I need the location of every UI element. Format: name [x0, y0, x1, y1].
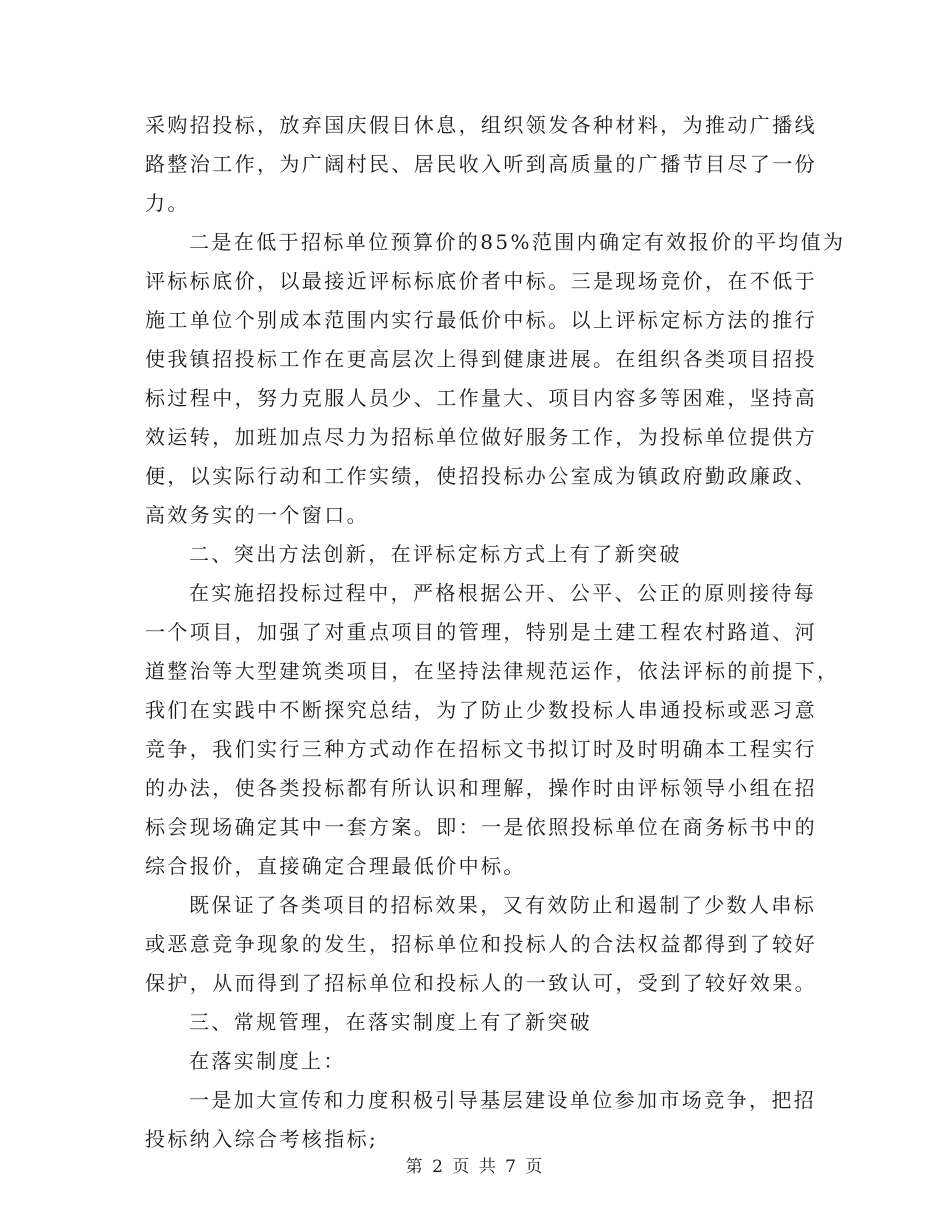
text-line: 保护，从而得到了招标单位和投标人的一致认可，受到了较好效果。 — [145, 971, 817, 995]
text-line: 一个项目，加强了对重点项目的管理，特别是土建工程农村路道、河 — [145, 620, 817, 644]
text-line: 标会现场确定其中一套方案。即：一是依照投标单位在商务标书中的 — [145, 815, 817, 839]
text-line: 路整治工作，为广阔村民、居民收入听到高质量的广播节目尽了一份 — [145, 152, 817, 176]
text-line: 一是加大宣传和力度积极引导基层建设单位参加市场竞争，把招 — [189, 1088, 817, 1112]
text-line: 使我镇招投标工作在更高层次上得到健康进展。在组织各类项目招投 — [145, 347, 817, 371]
text-line: 投标纳入综合考核指标; — [145, 1127, 379, 1151]
text-line: 采购招投标，放弃国庆假日休息，组织领发各种材料，为推动广播线 — [145, 113, 817, 137]
text-line: 评标标底价，以最接近评标标底价者中标。三是现场竞价，在不低于 — [145, 269, 817, 293]
document-body — [145, 106, 846, 1159]
text-line: 综合报价，直接确定合理最低价中标。 — [145, 854, 526, 878]
text-line: 二、突出方法创新，在评标定标方式上有了新突破 — [189, 542, 682, 566]
text-line: 既保证了各类项目的招标效果，又有效防止和遏制了少数人串标 — [189, 893, 817, 917]
text-line: 便，以实际行动和工作实绩，使招投标办公室成为镇政府勤政廉政、 — [145, 464, 817, 488]
text-line: 在落实制度上： — [189, 1049, 346, 1073]
text-line: 或恶意竞争现象的发生，招标单位和投标人的合法权益都得到了较好 — [145, 932, 817, 956]
text-line: 竞争，我们实行三种方式动作在招标文书拟订时及时明确本工程实行 — [145, 737, 817, 761]
page-footer: 第 2 页 共 7 页 — [405, 1157, 545, 1177]
text-line: 在实施招投标过程中，严格根据公开、公平、公正的原则接待每 — [189, 581, 817, 605]
text-line: 三、常规管理，在落实制度上有了新突破 — [189, 1010, 593, 1034]
text-line: 力。 — [145, 191, 190, 215]
text-line: 道整治等大型建筑类项目，在坚持法律规范运作，依法评标的前提下， — [145, 659, 840, 683]
text-line: 高效务实的一个窗口。 — [145, 503, 369, 527]
text-line: 效运转，加班加点尽力为招标单位做好服务工作，为投标单位提供方 — [145, 425, 817, 449]
text-line: 施工单位个别成本范围内实行最低价中标。以上评标定标方法的推行 — [145, 308, 817, 332]
text-line: 我们在实践中不断探究总结，为了防止少数投标人串通投标或恶习意 — [145, 698, 817, 722]
text-line: 二是在低于招标单位预算价的85%范围内确定有效报价的平均值为 — [189, 230, 846, 254]
text-line: 的办法，使各类投标都有所认识和理解，操作时由评标领导小组在招 — [145, 776, 817, 800]
text-line: 标过程中，努力克服人员少、工作量大、项目内容多等困难，坚持高 — [145, 386, 817, 410]
